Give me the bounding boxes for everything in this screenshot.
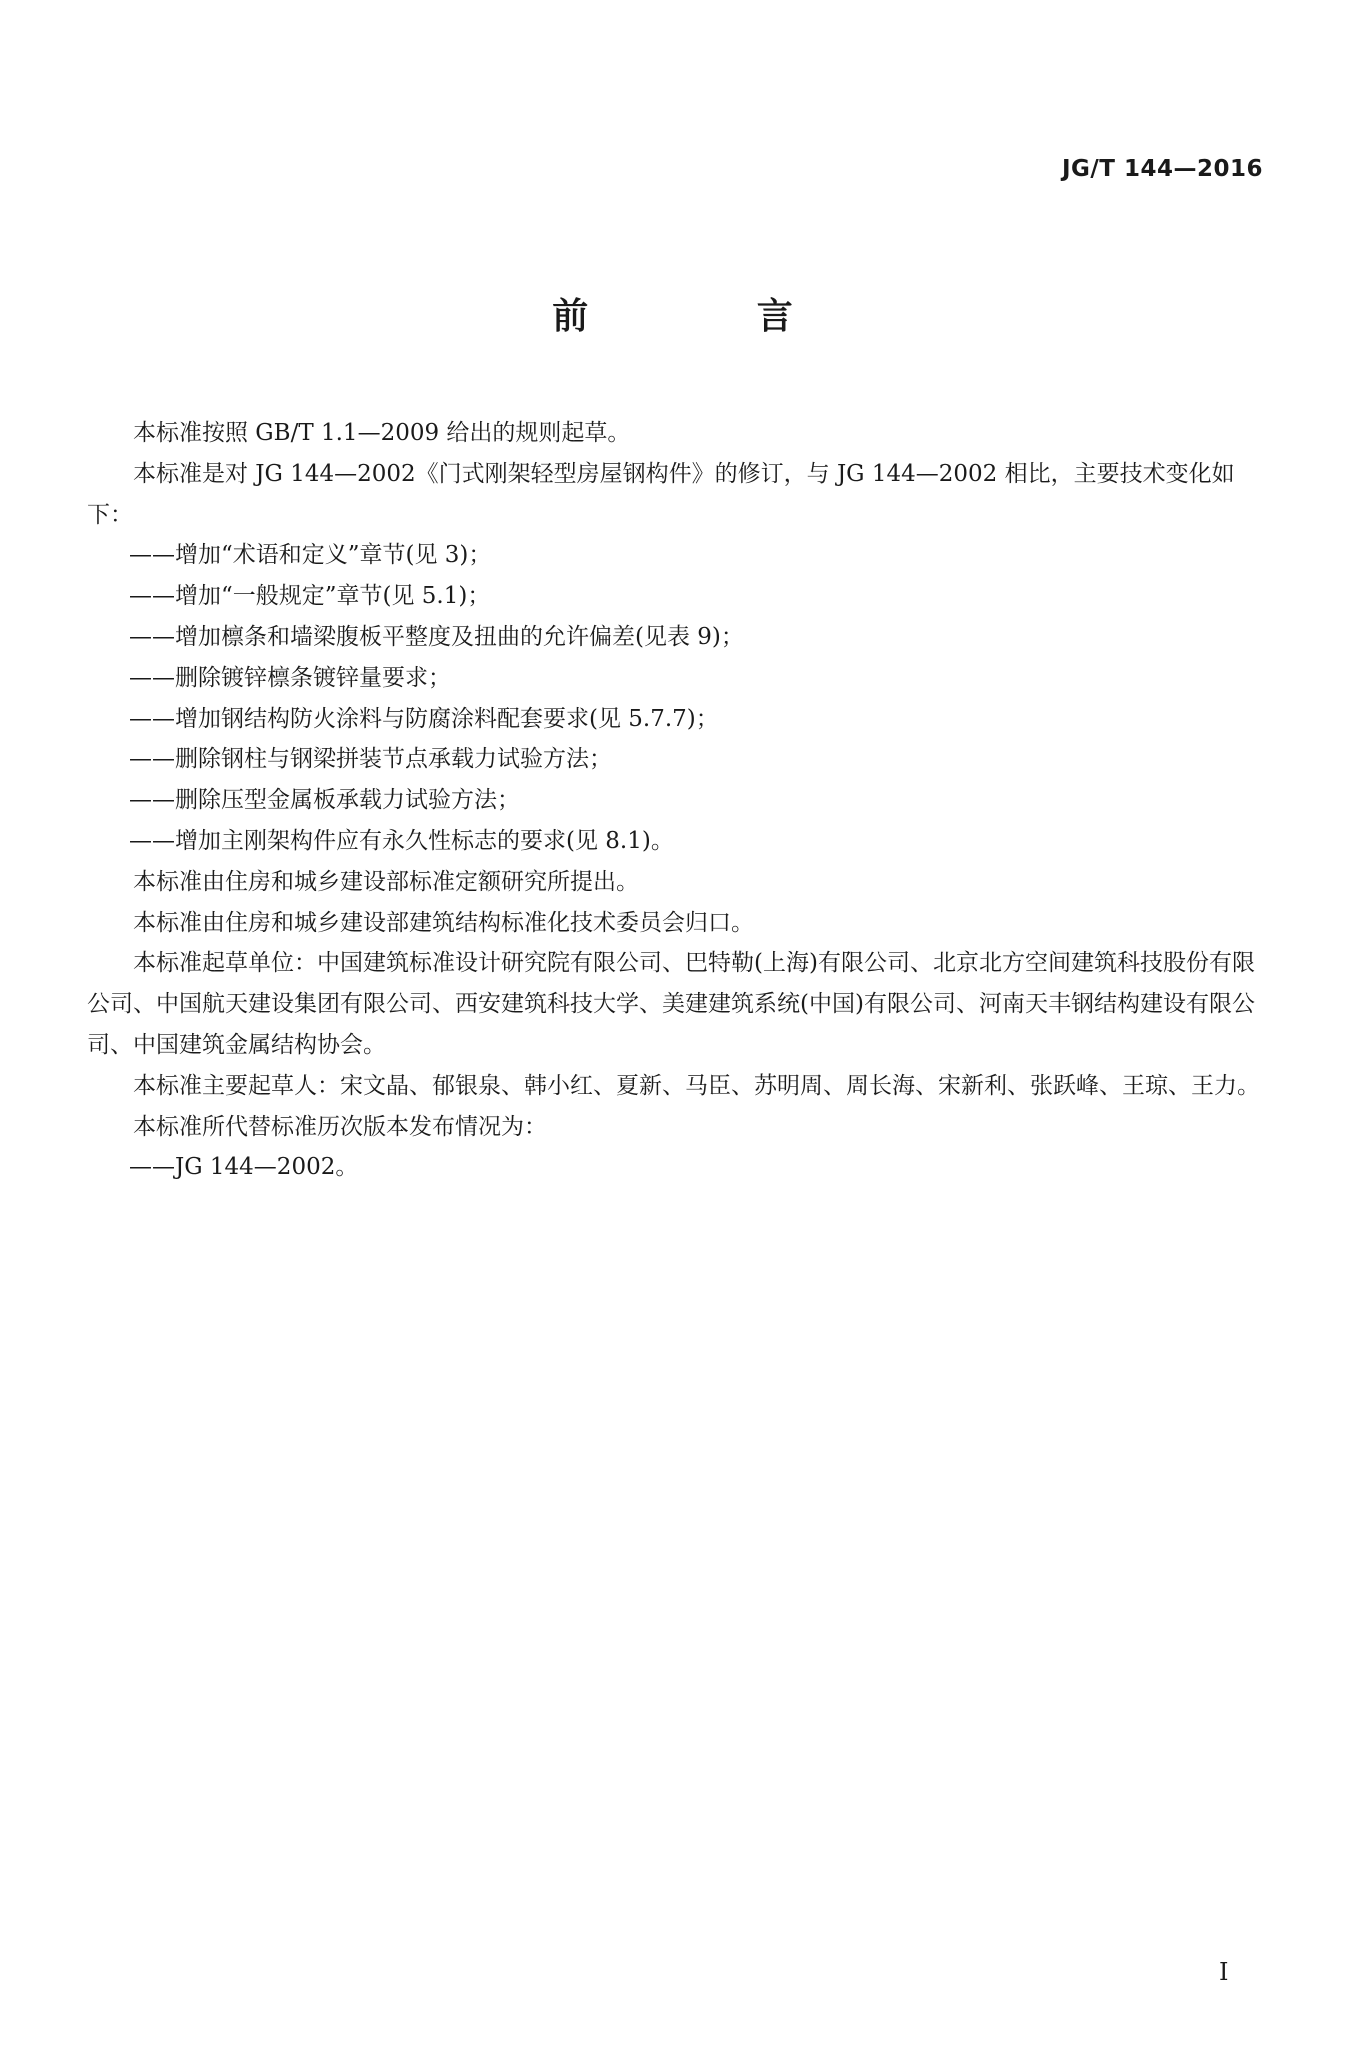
standard-code: JG/T 144—2016 (1061, 156, 1263, 182)
paragraph-history-intro: 本标准所代替标准历次版本发布情况为： (133, 1113, 547, 1140)
page-title: 前 言 (552, 296, 871, 337)
list-item: ——增加“一般规定”章节(见 5.1)； (129, 583, 491, 610)
list-item: ——删除压型金属板承载力试验方法； (129, 787, 520, 814)
list-item: ——增加檩条和墙梁腹板平整度及扭曲的允许偏差(见表 9)； (129, 623, 744, 650)
paragraph-drafting-units: 本标准起草单位：中国建筑标准设计研究院有限公司、巴特勒(上海)有限公司、北京北方空间建筑科技股份有限公司、中国航天建设集团有限公司、西安建筑科技大学、美建建筑系统(中国)有限公司、河南天丰钢结构建设有限公司、中国建筑金属结构协会。 (87, 950, 1255, 1058)
list-item: ——增加主刚架构件应有永久性标志的要求(见 8.1)。 (129, 827, 674, 854)
changes-list (87, 535, 1271, 861)
list-item: ——删除镀锌檩条镀锌量要求； (129, 664, 451, 691)
list-item: ——删除钢柱与钢梁拼装节点承载力试验方法； (129, 746, 612, 773)
foreword-body (87, 413, 1271, 1188)
history-list (87, 1147, 1271, 1188)
paragraph-drafting-rules: 本标准按照 GB/T 1.1—2009 给出的规则起草。 (133, 420, 631, 446)
list-item: ——增加“术语和定义”章节(见 3)； (129, 542, 492, 569)
paragraph-revision-intro: 本标准是对 JG 144—2002《门式刚架轻型房屋钢构件》的修订，与 JG 144—2002 相比，主要技术变化如下： (87, 460, 1235, 528)
paragraph-centralized: 本标准由住房和城乡建设部建筑结构标准化技术委员会归口。 (133, 909, 754, 936)
paragraph-drafters: 本标准主要起草人：宋文晶、郁银泉、韩小红、夏新、马臣、苏明周、周长海、宋新利、张跃峰、王琼、王力。 (133, 1072, 1260, 1099)
paragraph-proposer: 本标准由住房和城乡建设部标准定额研究所提出。 (133, 868, 639, 895)
page-number: I (1219, 1958, 1229, 1986)
list-item: ——增加钢结构防火涂料与防腐涂料配套要求(见 5.7.7)； (129, 705, 719, 732)
list-item: ——JG 144—2002。 (129, 1154, 359, 1181)
